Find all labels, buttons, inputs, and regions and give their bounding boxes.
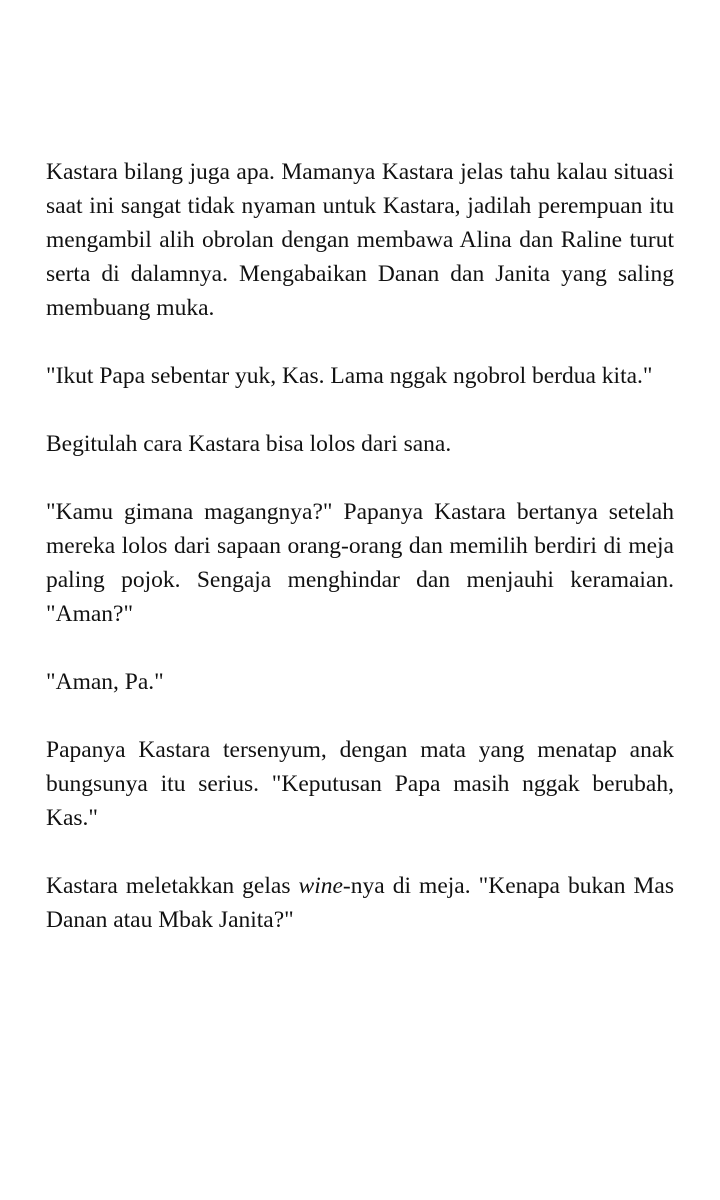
story-text (46, 155, 674, 937)
paragraph-7-text-before: Kastara meletakkan gelas (46, 873, 299, 899)
paragraph-4: "Kamu gimana magangnya?" Papanya Kastara bertanya setelah mereka lolos dari sapaan orang-orang dan memilih berdiri di meja paling pojok. Sengaja menghindar dan menjauhi keramaian. "Aman?" (46, 499, 674, 627)
paragraph-1: Kastara bilang juga apa. Mamanya Kastara jelas tahu kalau situasi saat ini sangat tidak nyaman untuk Kastara, jadilah perempuan itu mengambil alih obrolan dengan membawa Alina dan Raline turut serta di dalamnya. Mengabaikan Danan dan Janita yang saling membuang muka. (46, 159, 674, 321)
paragraph-2: "Ikut Papa sebentar yuk, Kas. Lama nggak ngobrol berdua kita." (46, 363, 653, 389)
paragraph-7-text-after: -nya di meja. "Kenapa bukan Mas Danan atau Mbak Janita?" (46, 873, 674, 933)
paragraph-6: Papanya Kastara tersenyum, dengan mata yang menatap anak bungsunya itu serius. "Keputusan Papa masih nggak berubah, Kas." (46, 737, 674, 831)
paragraph-3: Begitulah cara Kastara bisa lolos dari sana. (46, 431, 452, 457)
paragraph-7 (46, 869, 674, 937)
paragraph-5: "Aman, Pa." (46, 669, 164, 695)
paragraph-7-italic-word: wine (298, 873, 343, 899)
